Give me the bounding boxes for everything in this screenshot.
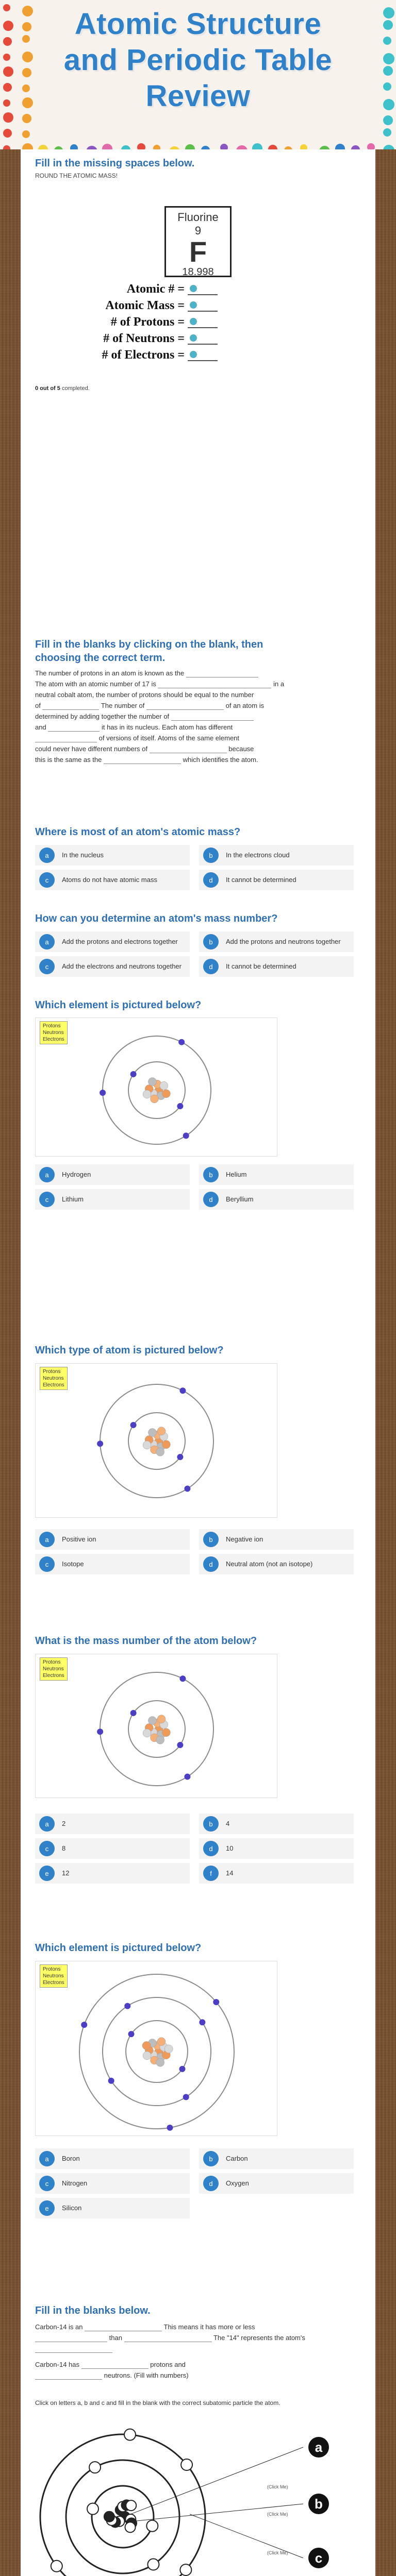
blank[interactable] xyxy=(35,2346,112,2353)
decor-dot xyxy=(383,99,394,110)
electron xyxy=(183,1132,189,1139)
legend: Protons Neutrons Electrons xyxy=(40,1657,68,1681)
decor-dot xyxy=(236,145,248,149)
decor-dot xyxy=(319,146,330,149)
decor-dot xyxy=(351,145,360,149)
choice-label: Hydrogen xyxy=(62,1171,91,1178)
choice-label: Add the protons and electrons together xyxy=(62,938,178,945)
choice-label: It cannot be determined xyxy=(226,876,296,884)
header xyxy=(0,0,396,149)
atom-diagram xyxy=(35,1961,277,2136)
tooltip-label: (Click Me) xyxy=(267,2484,288,2489)
choice-b[interactable] xyxy=(199,1814,354,1834)
neutron xyxy=(143,1441,151,1449)
blank[interactable] xyxy=(35,735,97,742)
choice-a[interactable] xyxy=(35,1164,190,1185)
element-symbol: F xyxy=(189,235,207,268)
decor-dot xyxy=(383,37,391,45)
choice-b[interactable] xyxy=(199,1164,354,1185)
choice-letter-badge: b xyxy=(203,2151,219,2166)
proton xyxy=(157,1715,166,1723)
proton xyxy=(157,1427,166,1435)
choice-label: Add the electrons and neutrons together xyxy=(62,962,182,970)
decor-dot xyxy=(300,144,307,149)
proton xyxy=(157,2038,166,2046)
answer-blank[interactable] xyxy=(188,333,218,345)
choice-letter-badge: c xyxy=(39,1192,55,1207)
choice-label: Nitrogen xyxy=(62,2179,88,2187)
decor-dot xyxy=(383,7,394,19)
target-b[interactable]: b xyxy=(308,2494,329,2514)
element-number: 9 xyxy=(194,224,202,237)
choice-label: Add the protons and neutrons together xyxy=(226,938,341,945)
electron xyxy=(146,2520,158,2532)
choice-letter-badge: d xyxy=(203,959,219,974)
electron xyxy=(184,1486,190,1492)
decor-dot xyxy=(22,84,30,92)
title-line-1: Atomic Structure xyxy=(74,7,322,41)
neutron xyxy=(164,2045,173,2053)
choice-letter-badge: b xyxy=(203,1816,219,1832)
decor-dot xyxy=(383,128,391,137)
electron xyxy=(199,2019,205,2025)
decor-dot xyxy=(102,144,112,149)
choice-letter-badge: a xyxy=(39,1167,55,1182)
choice-a[interactable] xyxy=(35,845,190,866)
worksheet-card xyxy=(21,149,375,2576)
decor-dot xyxy=(70,144,78,149)
electron xyxy=(89,2462,101,2473)
decor-dot xyxy=(22,130,30,138)
answer-blank[interactable] xyxy=(188,317,218,328)
answer-blank[interactable] xyxy=(188,350,218,361)
choice-label: Isotope xyxy=(62,1560,84,1568)
decor-dot xyxy=(86,146,97,149)
choice-b[interactable] xyxy=(199,1529,354,1550)
decor-dot xyxy=(3,145,10,149)
decor-dot xyxy=(22,114,31,123)
atom-diagram xyxy=(35,1654,277,1798)
electron xyxy=(177,1103,183,1109)
choice-label: Carbon xyxy=(226,2155,248,2162)
electron xyxy=(97,1440,103,1447)
choice-letter-badge: a xyxy=(39,1532,55,1547)
choice-letter-badge: e xyxy=(39,1866,55,1881)
q9-title: Fill in the blanks below. xyxy=(35,2305,151,2316)
proton xyxy=(162,1728,170,1737)
electron xyxy=(87,2503,98,2515)
choice-label: Helium xyxy=(226,1171,247,1178)
electron xyxy=(179,2066,186,2072)
choice-label: Atoms do not have atomic mass xyxy=(62,876,157,884)
choice-c[interactable] xyxy=(35,1838,190,1859)
blank[interactable] xyxy=(104,757,181,764)
choice-letter-badge: b xyxy=(203,848,219,863)
decor-dot xyxy=(383,20,393,30)
proton xyxy=(104,2512,114,2522)
choice-label: Lithium xyxy=(62,1195,84,1203)
fill-electrons: # of Electrons = xyxy=(77,348,218,362)
choice-letter-badge: e xyxy=(39,2200,55,2216)
blank[interactable] xyxy=(171,714,254,721)
choice-label: 12 xyxy=(62,1869,70,1877)
choice-d[interactable] xyxy=(199,1189,354,1210)
choice-label: It cannot be determined xyxy=(226,962,296,970)
q6-title: Which type of atom is pictured below? xyxy=(35,1345,224,1356)
electron xyxy=(124,2003,130,2009)
decor-dot xyxy=(3,99,10,107)
q1-title: Fill in the missing spaces below. xyxy=(35,158,195,169)
decor-dot xyxy=(3,66,13,77)
atom-illustration xyxy=(36,1961,278,2137)
choice-b[interactable] xyxy=(199,845,354,866)
choice-letter-badge: d xyxy=(203,872,219,888)
fill-atomic-number: Atomic # = xyxy=(77,282,218,296)
neutron xyxy=(143,1729,151,1737)
neutron xyxy=(126,2500,136,2511)
choice-letter-badge: f xyxy=(203,1866,219,1881)
q8-title: Which element is pictured below? xyxy=(35,1942,202,1954)
neutron xyxy=(143,2052,151,2060)
electron xyxy=(179,1387,186,1394)
decor-dot xyxy=(38,145,48,149)
choice-a[interactable] xyxy=(35,1529,190,1550)
fill-protons: # of Protons = xyxy=(77,315,218,329)
electron xyxy=(97,1728,103,1735)
blank[interactable] xyxy=(48,724,100,732)
choice-d[interactable] xyxy=(199,1554,354,1574)
electron xyxy=(180,2564,191,2575)
decor-dot xyxy=(335,144,345,149)
choice-a[interactable] xyxy=(35,931,190,952)
neutron xyxy=(156,2058,164,2066)
electron xyxy=(181,2459,192,2470)
pointer-line xyxy=(130,2447,303,2514)
q3-title: Where is most of an atom's atomic mass? xyxy=(35,826,241,838)
choice-f[interactable] xyxy=(199,1863,354,1884)
electron xyxy=(167,2125,173,2131)
electron xyxy=(184,1774,190,1780)
atom-illustration xyxy=(36,1018,278,1157)
choice-letter-badge: c xyxy=(39,1841,55,1856)
neutron xyxy=(125,2522,136,2532)
decor-dot xyxy=(3,83,12,92)
blank[interactable] xyxy=(150,746,227,753)
choice-c[interactable] xyxy=(35,1189,190,1210)
proton xyxy=(162,1090,170,1098)
electron xyxy=(128,2031,134,2037)
decor-dot xyxy=(383,82,391,91)
blank[interactable] xyxy=(42,703,99,710)
q7-title: What is the mass number of the atom below? xyxy=(35,1635,257,1647)
element-name: Fluorine xyxy=(177,211,219,224)
proton xyxy=(150,1095,158,1103)
blank[interactable] xyxy=(85,2324,162,2331)
choice-c[interactable] xyxy=(35,870,190,890)
atom-diagram xyxy=(35,1018,277,1157)
electron xyxy=(177,1742,183,1748)
choice-d[interactable] xyxy=(199,870,354,890)
neutron xyxy=(160,1081,168,1090)
neutron xyxy=(148,1429,156,1437)
legend: Protons Neutrons Electrons xyxy=(40,1367,68,1390)
choice-label: In the nucleus xyxy=(62,851,104,859)
choice-label: Negative ion xyxy=(226,1535,263,1543)
choice-letter-badge: c xyxy=(39,959,55,974)
legend: Protons Neutrons Electrons xyxy=(40,1964,68,1988)
choice-d[interactable] xyxy=(199,2173,354,2194)
choice-a[interactable] xyxy=(35,1814,190,1834)
neutron xyxy=(148,1717,156,1725)
fill-atomic-mass: Atomic Mass = xyxy=(77,299,218,313)
choice-letter-badge: c xyxy=(39,2176,55,2191)
electron xyxy=(147,2559,159,2570)
decor-dot xyxy=(220,144,228,149)
decor-dot xyxy=(383,145,394,149)
blank[interactable] xyxy=(35,2372,102,2380)
choice-letter-badge: d xyxy=(203,1192,219,1207)
choice-d[interactable] xyxy=(199,956,354,977)
electron xyxy=(177,1454,183,1460)
choice-label: 4 xyxy=(226,1820,230,1827)
decor-dot xyxy=(3,112,13,123)
q9-paragraph: Carbon-14 is an This means it has more or less than The "14" represents the atom's Carbon-14 has protons and neutrons. (Fill with numbers) xyxy=(35,2323,305,2379)
choice-label: 8 xyxy=(62,1844,66,1852)
choice-letter-badge: d xyxy=(203,1841,219,1856)
electron xyxy=(100,1090,106,1096)
choice-label: Positive ion xyxy=(62,1535,96,1543)
electron xyxy=(130,1071,137,1077)
fill-neutrons: # of Neutrons = xyxy=(77,332,218,346)
labeled-atom-diagram xyxy=(35,2421,344,2576)
atom-illustration xyxy=(36,1654,278,1799)
choice-e[interactable] xyxy=(35,1863,190,1884)
choice-d[interactable] xyxy=(199,1838,354,1859)
electron xyxy=(130,1422,137,1428)
tooltip-label: (Click Me) xyxy=(267,2550,288,2555)
q2-paragraph: The number of protons in an atom is known as the The atom with an atomic number of 17 is in a neutral cobalt atom, the number of protons should be equal to the number of The number of of an atom is determined by adding together the number of and it has in its nucleus. Each atom has different of versions of itself. Atoms of the same element could never have different numbers of because this is the same as the which identifies the atom. xyxy=(35,669,285,764)
blank[interactable] xyxy=(81,2362,148,2369)
decor-dot xyxy=(383,115,393,125)
atom-illustration xyxy=(36,1364,278,1518)
electron xyxy=(130,1710,137,1716)
choice-label: 14 xyxy=(226,1869,234,1877)
choice-letter-badge: b xyxy=(203,1167,219,1182)
choice-label: Oxygen xyxy=(226,2179,249,2187)
choice-letter-badge: a xyxy=(39,2151,55,2166)
blank[interactable] xyxy=(146,703,224,710)
choice-label: Boron xyxy=(62,2155,80,2162)
electron xyxy=(179,1675,186,1682)
legend: Protons Neutrons Electrons xyxy=(40,1021,68,1044)
title-line-3: Review xyxy=(145,79,251,113)
electron xyxy=(51,2561,62,2572)
title-line-2: and Periodic Table xyxy=(63,43,333,77)
blank[interactable] xyxy=(186,670,258,677)
electron xyxy=(108,2078,114,2084)
choice-letter-badge: c xyxy=(39,872,55,888)
choice-letter-badge: c xyxy=(39,1556,55,1572)
choice-letter-badge: a xyxy=(39,848,55,863)
electron xyxy=(124,2429,136,2441)
decor-dot xyxy=(383,66,393,76)
choice-a[interactable] xyxy=(35,2148,190,2169)
element-mass: 18.998 xyxy=(182,266,214,278)
neutron xyxy=(156,1736,164,1744)
choice-letter-badge: d xyxy=(203,1556,219,1572)
choice-c[interactable] xyxy=(35,2173,190,2194)
q2-title: Fill in the blanks by clicking on the blank, then choosing the correct term. xyxy=(35,639,263,664)
blank[interactable] xyxy=(35,2335,107,2342)
atom-diagram xyxy=(35,1363,277,1518)
q9-drag-instruction: Click on letters a, b and c and fill in the blank with the correct subatomic particle the atom. xyxy=(35,2399,280,2406)
choice-b[interactable] xyxy=(199,2148,354,2169)
choice-letter-badge: a xyxy=(39,934,55,950)
choice-letter-badge: a xyxy=(39,1816,55,1832)
choice-label: Silicon xyxy=(62,2204,82,2212)
target-a[interactable]: a xyxy=(308,2437,329,2458)
decor-dot xyxy=(3,37,12,46)
decor-dot xyxy=(268,145,277,149)
decor-dot xyxy=(201,146,210,149)
choice-label: Beryllium xyxy=(226,1195,254,1203)
q1-progress: 0 out of 5 completed. xyxy=(35,385,90,392)
tooltip-label: (Click Me) xyxy=(267,2512,288,2517)
proton xyxy=(162,1440,170,1449)
neutron xyxy=(143,1090,151,1098)
choice-label: Neutral atom (not an isotope) xyxy=(226,1560,313,1568)
decor-dot xyxy=(3,54,10,61)
answer-blank[interactable] xyxy=(188,300,218,312)
electron xyxy=(81,2022,87,2028)
neutron xyxy=(156,1448,164,1456)
decor-dot xyxy=(153,145,160,149)
decor-dot xyxy=(367,143,375,149)
choice-label: 10 xyxy=(226,1844,234,1852)
choice-label: In the electrons cloud xyxy=(226,851,290,859)
q4-title: How can you determine an atom's mass number? xyxy=(35,913,278,924)
answer-blank[interactable] xyxy=(188,284,218,295)
decor-dot xyxy=(22,143,33,149)
blank[interactable] xyxy=(124,2335,212,2342)
electron xyxy=(213,1999,219,2005)
choice-c[interactable] xyxy=(35,956,190,977)
decor-dot xyxy=(22,22,31,31)
choice-label: 2 xyxy=(62,1820,66,1827)
decor-dot xyxy=(137,143,145,149)
choice-letter-badge: d xyxy=(203,2176,219,2191)
decor-dot xyxy=(121,145,130,149)
proton xyxy=(142,2041,151,2049)
blank[interactable] xyxy=(158,681,271,688)
page-title xyxy=(31,6,365,114)
choice-c[interactable] xyxy=(35,1554,190,1574)
electron xyxy=(183,2094,189,2100)
decor-dot xyxy=(252,143,262,149)
decor-dot xyxy=(3,4,10,11)
choice-letter-badge: b xyxy=(203,934,219,950)
decor-dot xyxy=(3,21,13,31)
fluorine-tile xyxy=(164,206,232,277)
choice-e[interactable] xyxy=(35,2198,190,2218)
q5-title: Which element is pictured below? xyxy=(35,999,202,1011)
atom-illustration xyxy=(35,2421,344,2576)
decor-dot xyxy=(185,144,195,149)
target-c[interactable]: c xyxy=(308,2548,329,2568)
q1-instruction: ROUND THE ATOMIC MASS! xyxy=(35,172,118,179)
choice-letter-badge: b xyxy=(203,1532,219,1547)
decor-dot xyxy=(22,35,30,43)
decor-dot xyxy=(3,129,12,138)
neutron xyxy=(148,1078,156,1086)
decor-dot xyxy=(383,53,394,64)
electron xyxy=(178,1039,185,1045)
choice-b[interactable] xyxy=(199,931,354,952)
decor-dot xyxy=(22,68,31,77)
